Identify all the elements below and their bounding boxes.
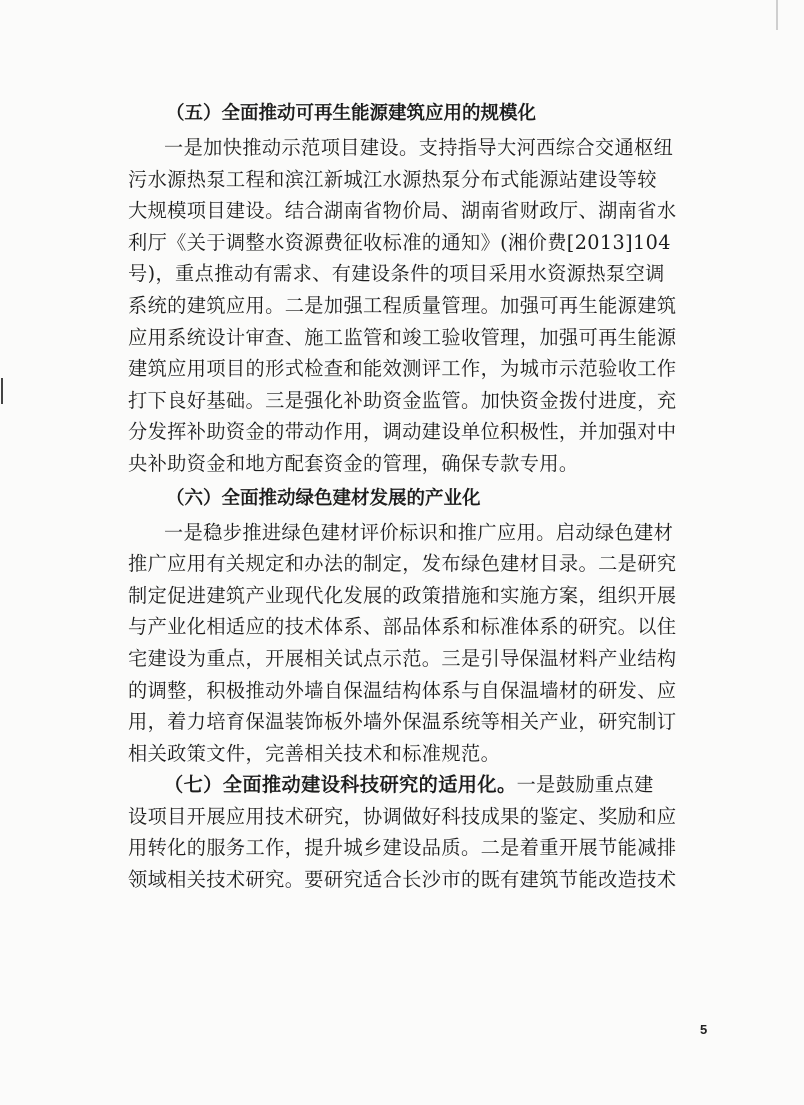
paragraph-line: 央补助资金和地方配套资金的管理，确保专款专用。 — [128, 451, 579, 475]
paragraph-line: 污水源热泵工程和滨江新城江水源热泵分布式能源站建设等较 — [128, 167, 657, 191]
paragraph-line: 设项目开展应用技术研究，协调做好科技成果的鉴定、奖励和应 — [128, 804, 677, 828]
paragraph-line: 利厅《关于调整水资源费征收标准的通知》(湘价费[2013]104 — [128, 230, 671, 254]
section-7-first-line-text: 一是鼓励重点建 — [516, 773, 654, 797]
paragraph-line: 领域相关技术研究。要研究适合长沙市的既有建筑节能改造技术 — [128, 868, 677, 892]
paragraph-line: 制定促进建筑产业现代化发展的政策措施和实施方案，组织开展 — [128, 583, 677, 607]
paragraph-line: 系统的建筑应用。二是加强工程质量管理。加强可再生能源建筑 — [128, 293, 677, 317]
paragraph-line: 大规模项目建设。结合湖南省物价局、湖南省财政厅、湖南省水 — [128, 199, 677, 223]
paragraph-line: 应用系统设计审查、施工监管和竣工验收管理，加强可再生能源 — [128, 325, 677, 349]
section-heading-6: （六）全面推动绿色建材发展的产业化 — [166, 487, 481, 509]
paragraph-line: 一是加快推动示范项目建设。支持指导大河西综合交通枢纽 — [164, 136, 674, 159]
paragraph-line: 相关政策文件，完善相关技术和标准规范。 — [128, 741, 501, 765]
scan-margin-mark — [1, 378, 3, 404]
document-body — [128, 95, 712, 896]
section-7-first-line — [128, 769, 712, 801]
paragraph-line: 分发挥补助资金的带动作用，调动建设单位积极性，并加强对中 — [128, 420, 677, 444]
paragraph-line: 与产业化相适应的技术体系、部品体系和标准体系的研究。以住 — [128, 615, 677, 639]
paragraph-line: 的调整，积极推动外墙自保温结构体系与自保温墙材的研发、应 — [128, 678, 677, 702]
paragraph-line: 打下良好基础。三是强化补助资金监管。加快资金拨付进度，充 — [128, 388, 677, 412]
paragraph-line: 用，着力培育保温装饰板外墙外保温系统等相关产业，研究制订 — [128, 710, 677, 734]
paragraph-line: 号)，重点推动有需求、有建设条件的项目采用水资源热泵空调 — [128, 262, 665, 286]
paragraph-line: 用转化的服务工作，提升城乡建设品质。二是着重开展节能减排 — [128, 836, 677, 860]
page-number: 5 — [700, 1022, 708, 1037]
paragraph-line: 建筑应用项目的形式检查和能效测评工作，为城市示范验收工作 — [128, 357, 677, 381]
paragraph-line: 推广应用有关规定和办法的制定，发布绿色建材目录。二是研究 — [128, 552, 677, 576]
paragraph-line: 宅建设为重点，开展相关试点示范。三是引导保温材料产业结构 — [128, 646, 677, 670]
section-heading-5: （五）全面推动可再生能源建筑应用的规模化 — [166, 103, 537, 124]
section-heading-7: （七）全面推动建设科技研究的适用化。 — [164, 773, 517, 797]
paragraph-line: 一是稳步推进绿色建材评价标识和推广应用。启动绿色建材 — [164, 520, 674, 544]
page-edge-mark — [776, 0, 778, 30]
